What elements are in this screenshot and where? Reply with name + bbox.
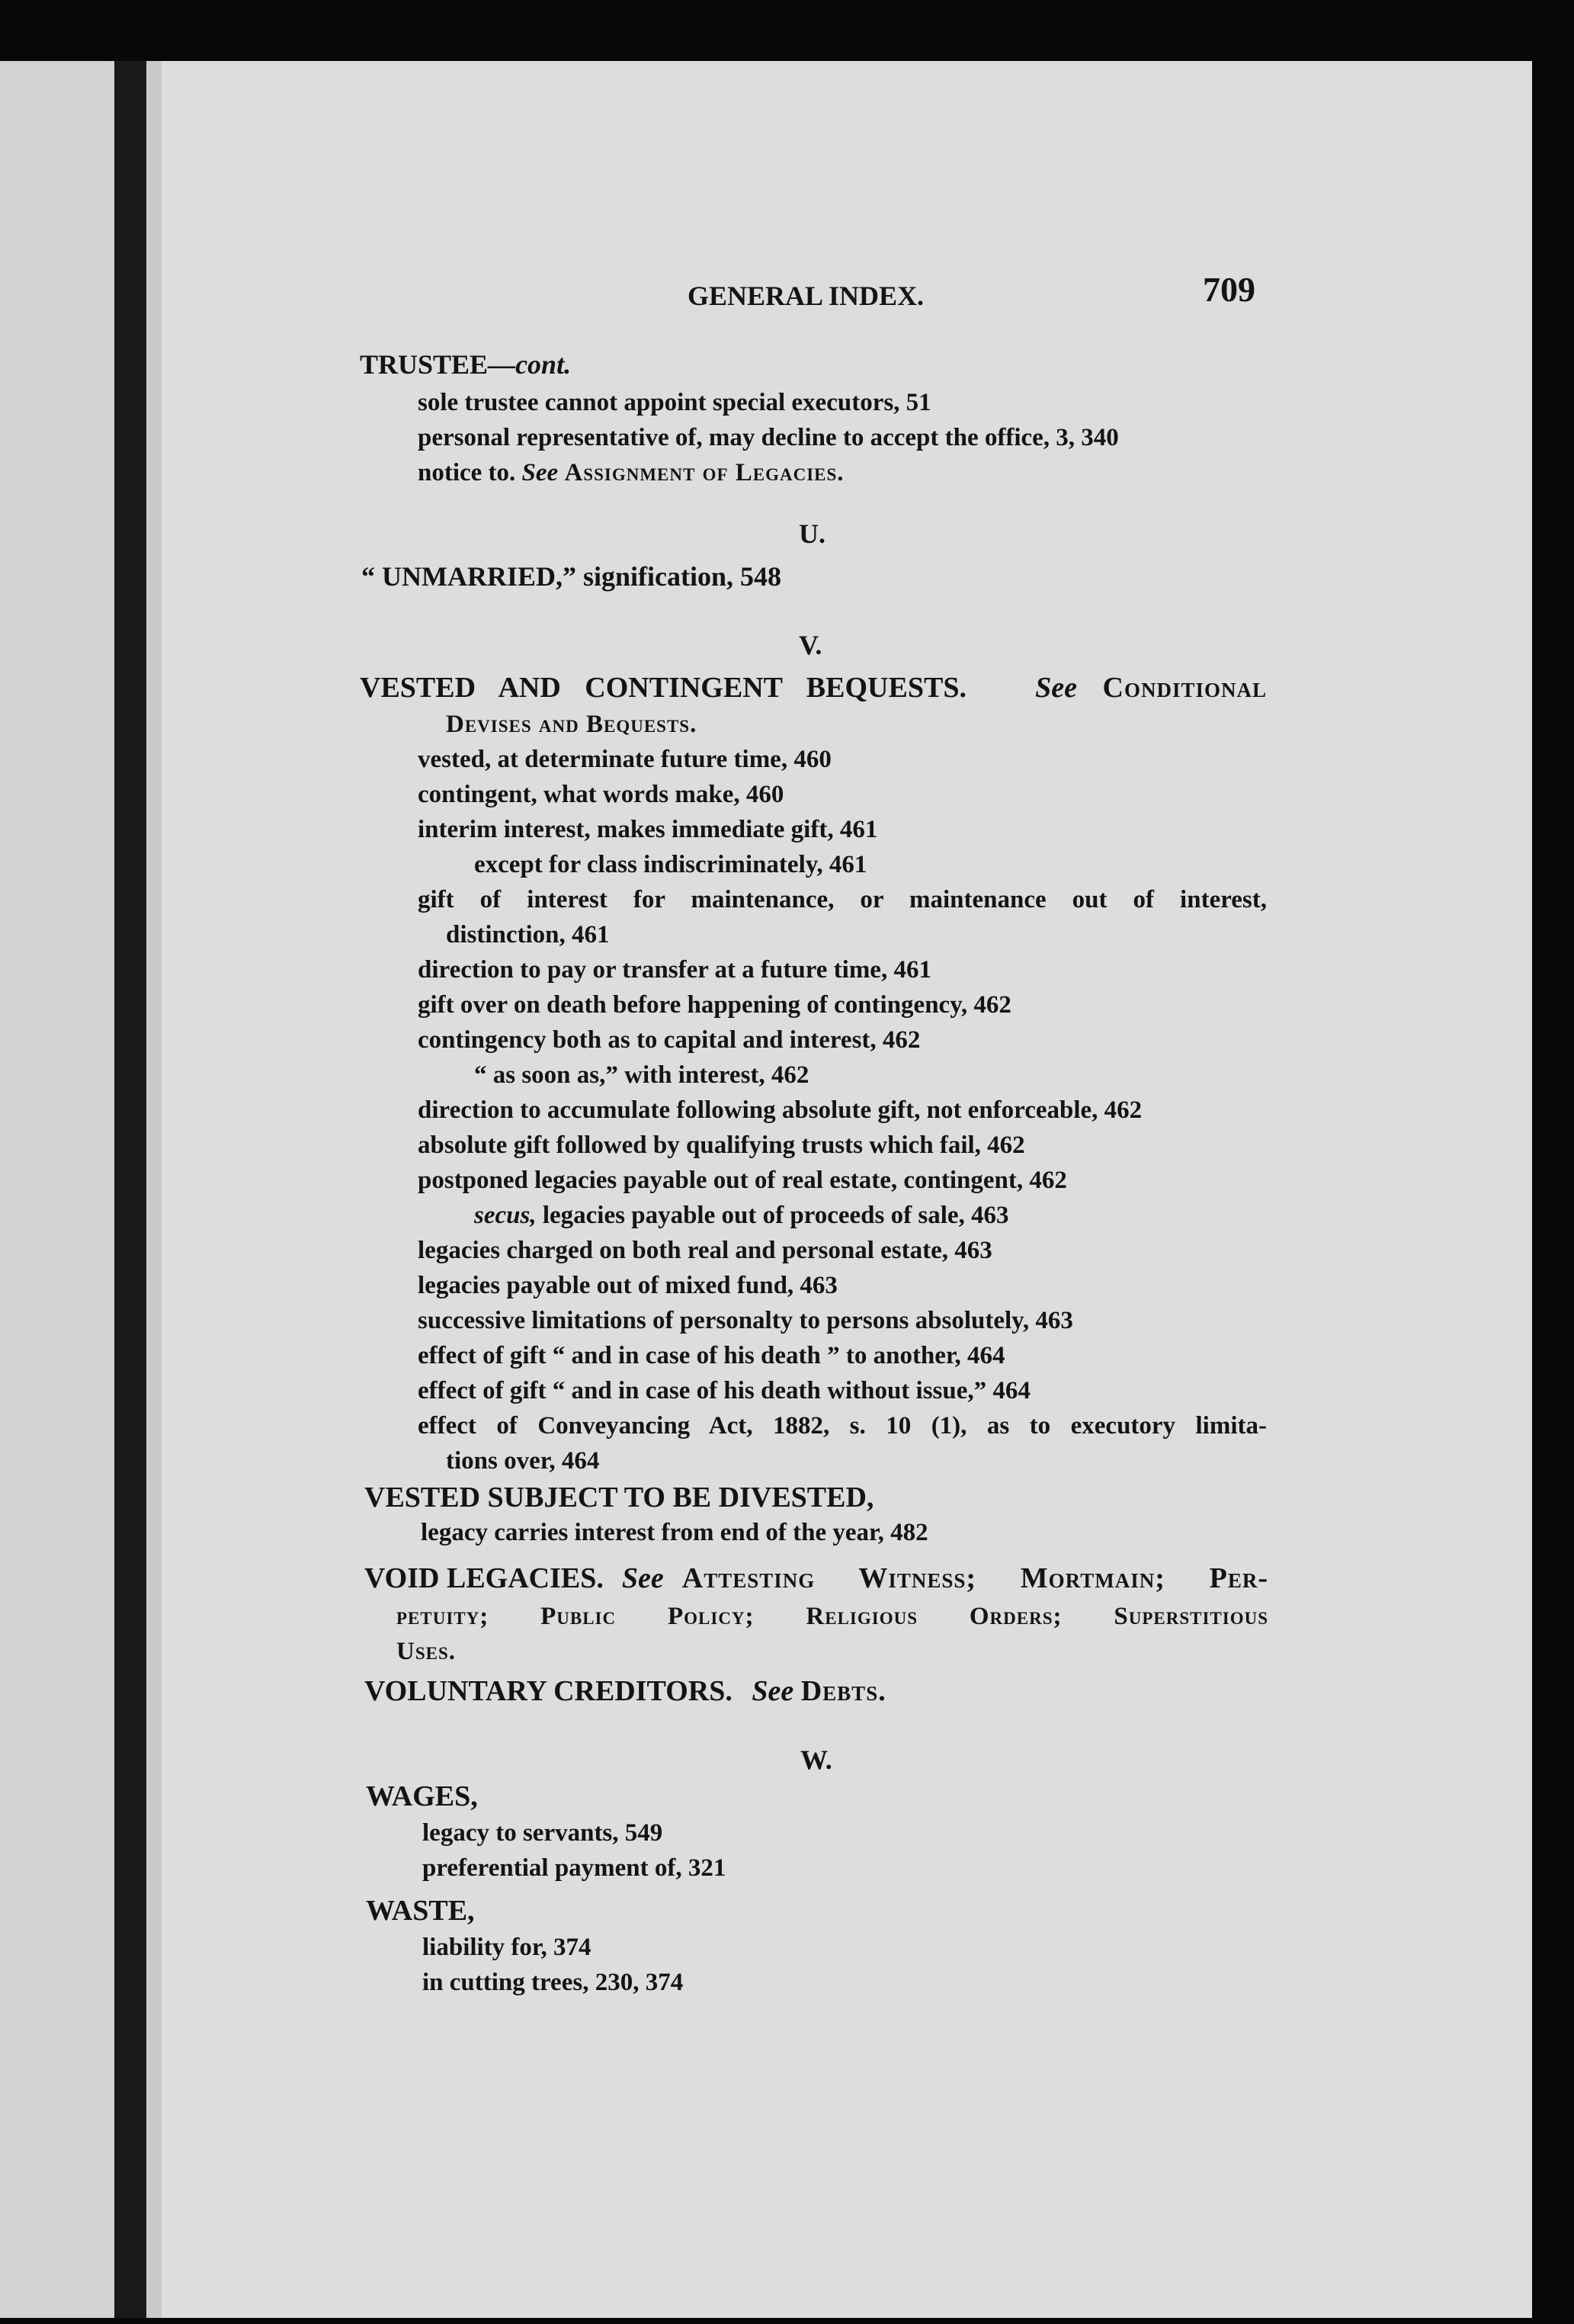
- cross-reference: Attesting Witness; Mortmain; Per-: [681, 1562, 1268, 1594]
- trustee-heading-text: TRUSTEE: [360, 349, 489, 380]
- subentry: in cutting trees, 230, 374: [422, 1969, 684, 1996]
- entry-heading-vested-contingent: [360, 672, 1267, 703]
- subentry-text: legacies payable out of proceeds of sale, 463: [542, 1202, 1009, 1229]
- cross-reference-continued: petuity; Public Policy; Religious Orders; Superstitious: [396, 1603, 1268, 1630]
- subentry: direction to accumulate following absolute gift, not enforceable, 462: [418, 1096, 1143, 1124]
- subentry: gift of interest for maintenance, or maintenance out of interest,: [418, 886, 1267, 913]
- running-title: GENERAL INDEX.: [688, 281, 925, 311]
- subentry: legacies charged on both real and personal estate, 463: [418, 1237, 992, 1264]
- entry-heading-waste: WASTE,: [366, 1895, 475, 1927]
- page-fold-shadow: [146, 61, 162, 2318]
- subentry: postponed legacies payable out of real estate, contingent, 462: [418, 1167, 1067, 1194]
- subentry: contingent, what words make, 460: [418, 781, 784, 808]
- section-letter-v: V.: [799, 630, 822, 660]
- see-label: See: [1035, 672, 1078, 704]
- subentry: absolute gift followed by qualifying trusts which fail, 462: [418, 1132, 1025, 1159]
- subentry: vested, at determinate future time, 460: [418, 746, 832, 773]
- cross-reference: Assignment of Legacies.: [564, 459, 845, 486]
- secus-label: secus,: [474, 1202, 537, 1229]
- entry-heading-voluntary-creditors: [364, 1676, 886, 1706]
- subentry-text: notice to.: [418, 459, 516, 486]
- heading-text: VOID LEGACIES.: [364, 1562, 604, 1594]
- subentry: sole trustee cannot appoint special executors, 51: [418, 389, 931, 416]
- entry-heading-unmarried: “ UNMARRIED,” signification, 548: [361, 561, 782, 592]
- subentry-nested: “ as soon as,” with interest, 462: [474, 1061, 809, 1089]
- subentry-continued: distinction, 461: [446, 921, 610, 949]
- cross-reference: Debts.: [800, 1675, 886, 1707]
- subentry-cross-reference: [418, 457, 845, 488]
- subentry: direction to pay or transfer at a future time, 461: [418, 956, 931, 984]
- heading-text: VESTED AND CONTINGENT BEQUESTS.: [360, 672, 967, 704]
- facing-page-edge: [0, 61, 114, 2318]
- see-label: See: [621, 1562, 664, 1594]
- cross-reference: Conditional: [1102, 672, 1267, 704]
- section-letter-u: U.: [799, 518, 825, 549]
- entry-heading-trustee: [360, 349, 571, 380]
- subentry: legacies payable out of mixed fund, 463: [418, 1272, 838, 1299]
- heading-text: VOLUNTARY CREDITORS.: [364, 1675, 733, 1707]
- entry-heading-void-legacies: [364, 1563, 1268, 1594]
- entry-heading-wages: WAGES,: [366, 1780, 478, 1812]
- subentry: preferential payment of, 321: [422, 1854, 726, 1882]
- subentry: successive limitations of personalty to persons absolutely, 463: [418, 1307, 1073, 1334]
- subentry: effect of gift “ and in case of his death ” to another, 464: [418, 1342, 1005, 1369]
- see-label: See: [752, 1675, 794, 1707]
- subentry: effect of Conveyancing Act, 1882, s. 10 (1), as to executory limita-: [418, 1412, 1267, 1440]
- subentry-continued: tions over, 464: [446, 1447, 600, 1475]
- see-label: See: [521, 459, 559, 486]
- cont-label: —cont.: [488, 349, 572, 380]
- subentry: interim interest, makes immediate gift, 461: [418, 816, 878, 843]
- entry-heading-vested-divested: VESTED SUBJECT TO BE DIVESTED,: [364, 1481, 874, 1513]
- book-gutter: [114, 61, 146, 2318]
- section-letter-w: W.: [800, 1745, 832, 1775]
- subentry: effect of gift “ and in case of his death without issue,” 464: [418, 1377, 1031, 1404]
- subentry: liability for, 374: [422, 1934, 591, 1961]
- subentry: gift over on death before happening of contingency, 462: [418, 991, 1011, 1019]
- cross-reference-continued: Devises and Bequests.: [446, 711, 697, 738]
- subentry: legacy carries interest from end of the year, 482: [421, 1519, 928, 1546]
- subentry-nested-secus: [474, 1200, 1009, 1231]
- cross-reference-continued: Uses.: [396, 1638, 457, 1665]
- subentry-nested: except for class indiscriminately, 461: [474, 851, 867, 878]
- subentry: contingency both as to capital and interest, 462: [418, 1026, 921, 1054]
- page-number: 709: [1203, 270, 1255, 309]
- subentry: personal representative of, may decline to accept the office, 3, 340: [418, 424, 1119, 451]
- subentry: legacy to servants, 549: [422, 1819, 663, 1847]
